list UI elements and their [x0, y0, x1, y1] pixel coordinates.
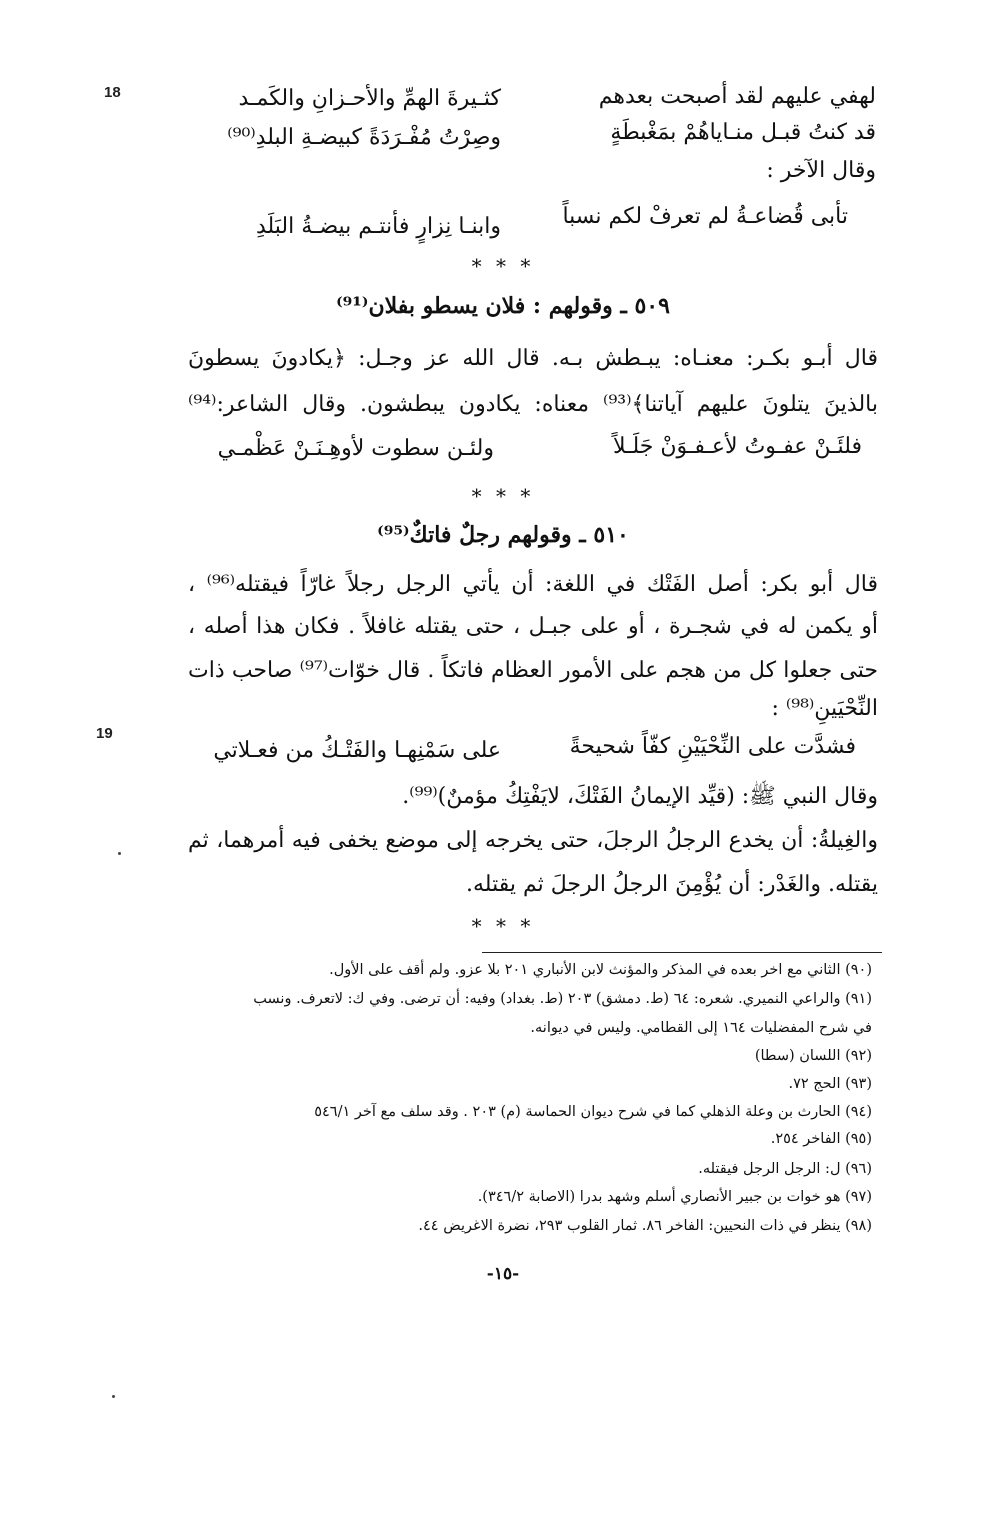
verse-1-first-hemistich: لهفي عليهم لقد أصبحت بعدهم: [598, 84, 876, 109]
page-number: -١٥-: [486, 1264, 520, 1284]
verse-intro: وقال الآخر :: [766, 158, 876, 183]
verse-2-second-hemistich: وصِرْتُ مُفْـرَدَةً كبيضـةِ البلدِ⁽⁹⁰⁾: [227, 125, 501, 150]
separator-stars-3: * * *: [471, 914, 535, 938]
section-509-verse-second-hemistich: ولئـن سطوت لأوهِـنَـنْ عَظْمـي: [217, 436, 494, 461]
section-510-line-3: حتى جعلوا كل من هجم على الأمور العظام فاتكاً . قال خوّات⁽⁹⁷⁾ صاحب ذات: [188, 658, 878, 683]
margin-number-middle: 19: [96, 725, 113, 742]
footnote-91: (٩١) والراعي النميري. شعره: ٦٤ (ط. دمشق) ٢٠٣ (ط. بغداد) وفيه: أن ترضى. وفي ك: لاتعرف. ونسب: [253, 991, 872, 1007]
footnote-94: (٩٤) الحارث بن وعلة الذهلي كما في شرح ديوان الحماسة (م) ٢٠٣ . وقد سلف مع آخر ٥٤٦/١: [314, 1104, 872, 1120]
footnote-93: (٩٣) الحج ٧٢.: [788, 1076, 872, 1092]
margin-number-top: 18: [104, 84, 121, 101]
section-510-verse-first-hemistich: فشدَّت على النِّحْيَيْنِ كفّاً شحيحةً: [569, 734, 856, 759]
section-509-line-2: بالذينَ يتلونَ عليهم آياتنا﴾⁽⁹³⁾ معناه: يكادون يبطشون. وقال الشاعر:⁽⁹⁴⁾: [188, 392, 878, 417]
footnote-98: (٩٨) ينظر في ذات النحيين: الفاخر ٨٦. ثمار القلوب ٢٩٣، نضرة الاغريض ٤٤.: [418, 1218, 872, 1234]
scan-speck: [112, 1395, 115, 1398]
heading-509: ٥٠٩ ـ وقولهم : فلان يسطو بفلان⁽⁹¹⁾: [336, 293, 670, 319]
footnote-92: (٩٢) اللسان (سطا): [754, 1048, 872, 1064]
section-509-verse-first-hemistich: فلئَـنْ عفـوتُ لأعـفـوَنْ جَلَـلاً: [612, 434, 862, 459]
separator-stars-2: * * *: [471, 484, 535, 508]
section-510-verse-second-hemistich: على سَمْنِهـا والفَتْـكُ من فعـلاتي: [213, 738, 501, 763]
section-510-line-4: النِّحْيَينِ⁽⁹⁸⁾ :: [771, 696, 878, 721]
section-510-line-1: قال أبو بكر: أصل الفَتْك في اللغة: أن يأتي الرجل رجلاً غارّاً فيقتله⁽⁹⁶⁾ ،: [188, 572, 878, 597]
section-510-line-6: والغِيلةُ: أن يخدع الرجلُ الرجلَ، حتى يخرجه إلى موضع يخفى فيه أمرهما، ثم: [188, 828, 878, 853]
section-509-line-1: قال أبـو بكـر: معنـاه: يبـطش بـه. قال الله عز وجـل: ﴿يكادونَ يسطونَ: [188, 346, 878, 371]
footnote-90: (٩٠) الثاني مع اخر بعده في المذكر والمؤنث لابن الأنباري ٢٠١ بلا عزو. ولم أقف على الأول.: [329, 962, 872, 978]
verse-3-first-hemistich: تأبى قُضاعـةُ لم تعرفْ لكم نسباً: [562, 204, 848, 229]
section-510-line-5: وقال النبي ﷺ: (قيِّد الإيمانُ الفَتْكَ، لايَفْتِكُ مؤمنٌ)⁽⁹⁹⁾.: [402, 784, 878, 809]
separator-stars-1: * * *: [471, 254, 535, 278]
verse-3-second-hemistich: وابنـا نِزارٍ فأنتـم بيضـةُ البَلَدِ: [255, 214, 501, 239]
heading-510: ٥١٠ ـ وقولهم رجلٌ فاتكٌ⁽⁹⁵⁾: [377, 522, 629, 548]
verse-2-first-hemistich: قد كنتُ قبـل منـاياهُمْ بمَغْبطَةٍ: [610, 120, 876, 145]
footnote-95: (٩٥) الفاخر ٢٥٤.: [770, 1131, 872, 1147]
footnote-rule: [482, 952, 882, 953]
section-510-line-2: أو يكمن له في شجـرة ، أو على جبـل ، حتى يقتله غافلاً . فكان هذا أصله ،: [188, 614, 878, 639]
footnote-91-continued: في شرح المفضليات ١٦٤ إلى القطامي. وليس في ديوانه.: [530, 1020, 872, 1036]
verse-1-second-hemistich: كثـيرةَ الهمِّ والأحـزانِ والكَمـد: [238, 86, 501, 111]
footnote-97: (٩٧) هو خوات بن جبير الأنصاري أسلم وشهد بدرا (الاصابة ٣٤٦/٢).: [477, 1189, 872, 1205]
footnote-96: (٩٦) ل: الرجل الرجل فيقتله.: [698, 1161, 872, 1177]
section-510-line-7: يقتله. والغَدْر: أن يُؤْمِنَ الرجلُ الرجلَ ثم يقتله.: [466, 872, 878, 897]
scan-speck: [118, 852, 121, 855]
